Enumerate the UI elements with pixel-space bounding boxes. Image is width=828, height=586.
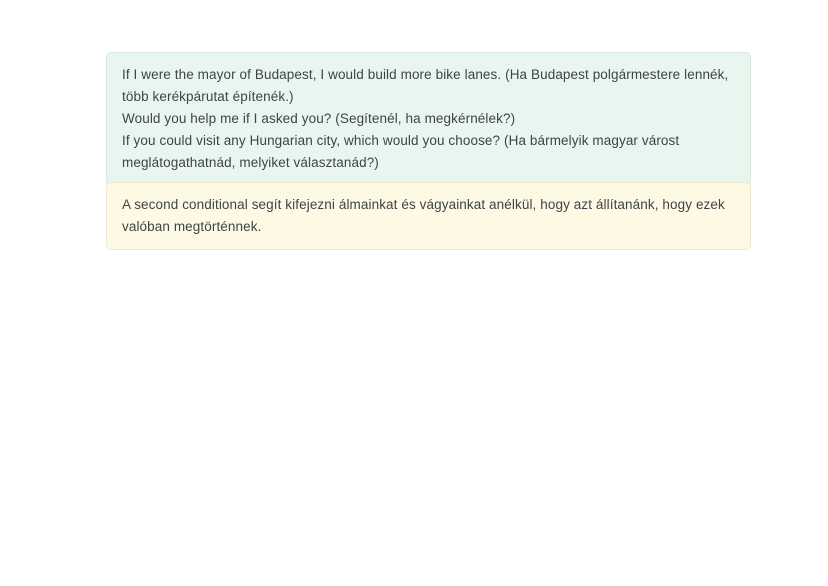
example-sentence: If I were the mayor of Budapest, I would build more bike lanes. (Ha Budapest polgármestere lennék, több kerékpárutat építenék.)	[122, 67, 729, 104]
grammar-note-box	[106, 182, 751, 250]
example-sentence: If you could visit any Hungarian city, which would you choose? (Ha bármelyik magyar várost meglátogathatnád, melyiket választanád?)	[122, 133, 680, 170]
example-sentence: Would you help me if I asked you? (Segítenél, ha megkérnélek?)	[122, 111, 516, 126]
grammar-note-text: A second conditional segít kifejezni álmainkat és vágyainkat anélkül, hogy azt állítanánk, hogy ezek valóban megtörténnek.	[122, 197, 725, 234]
example-sentences-box	[106, 52, 751, 186]
